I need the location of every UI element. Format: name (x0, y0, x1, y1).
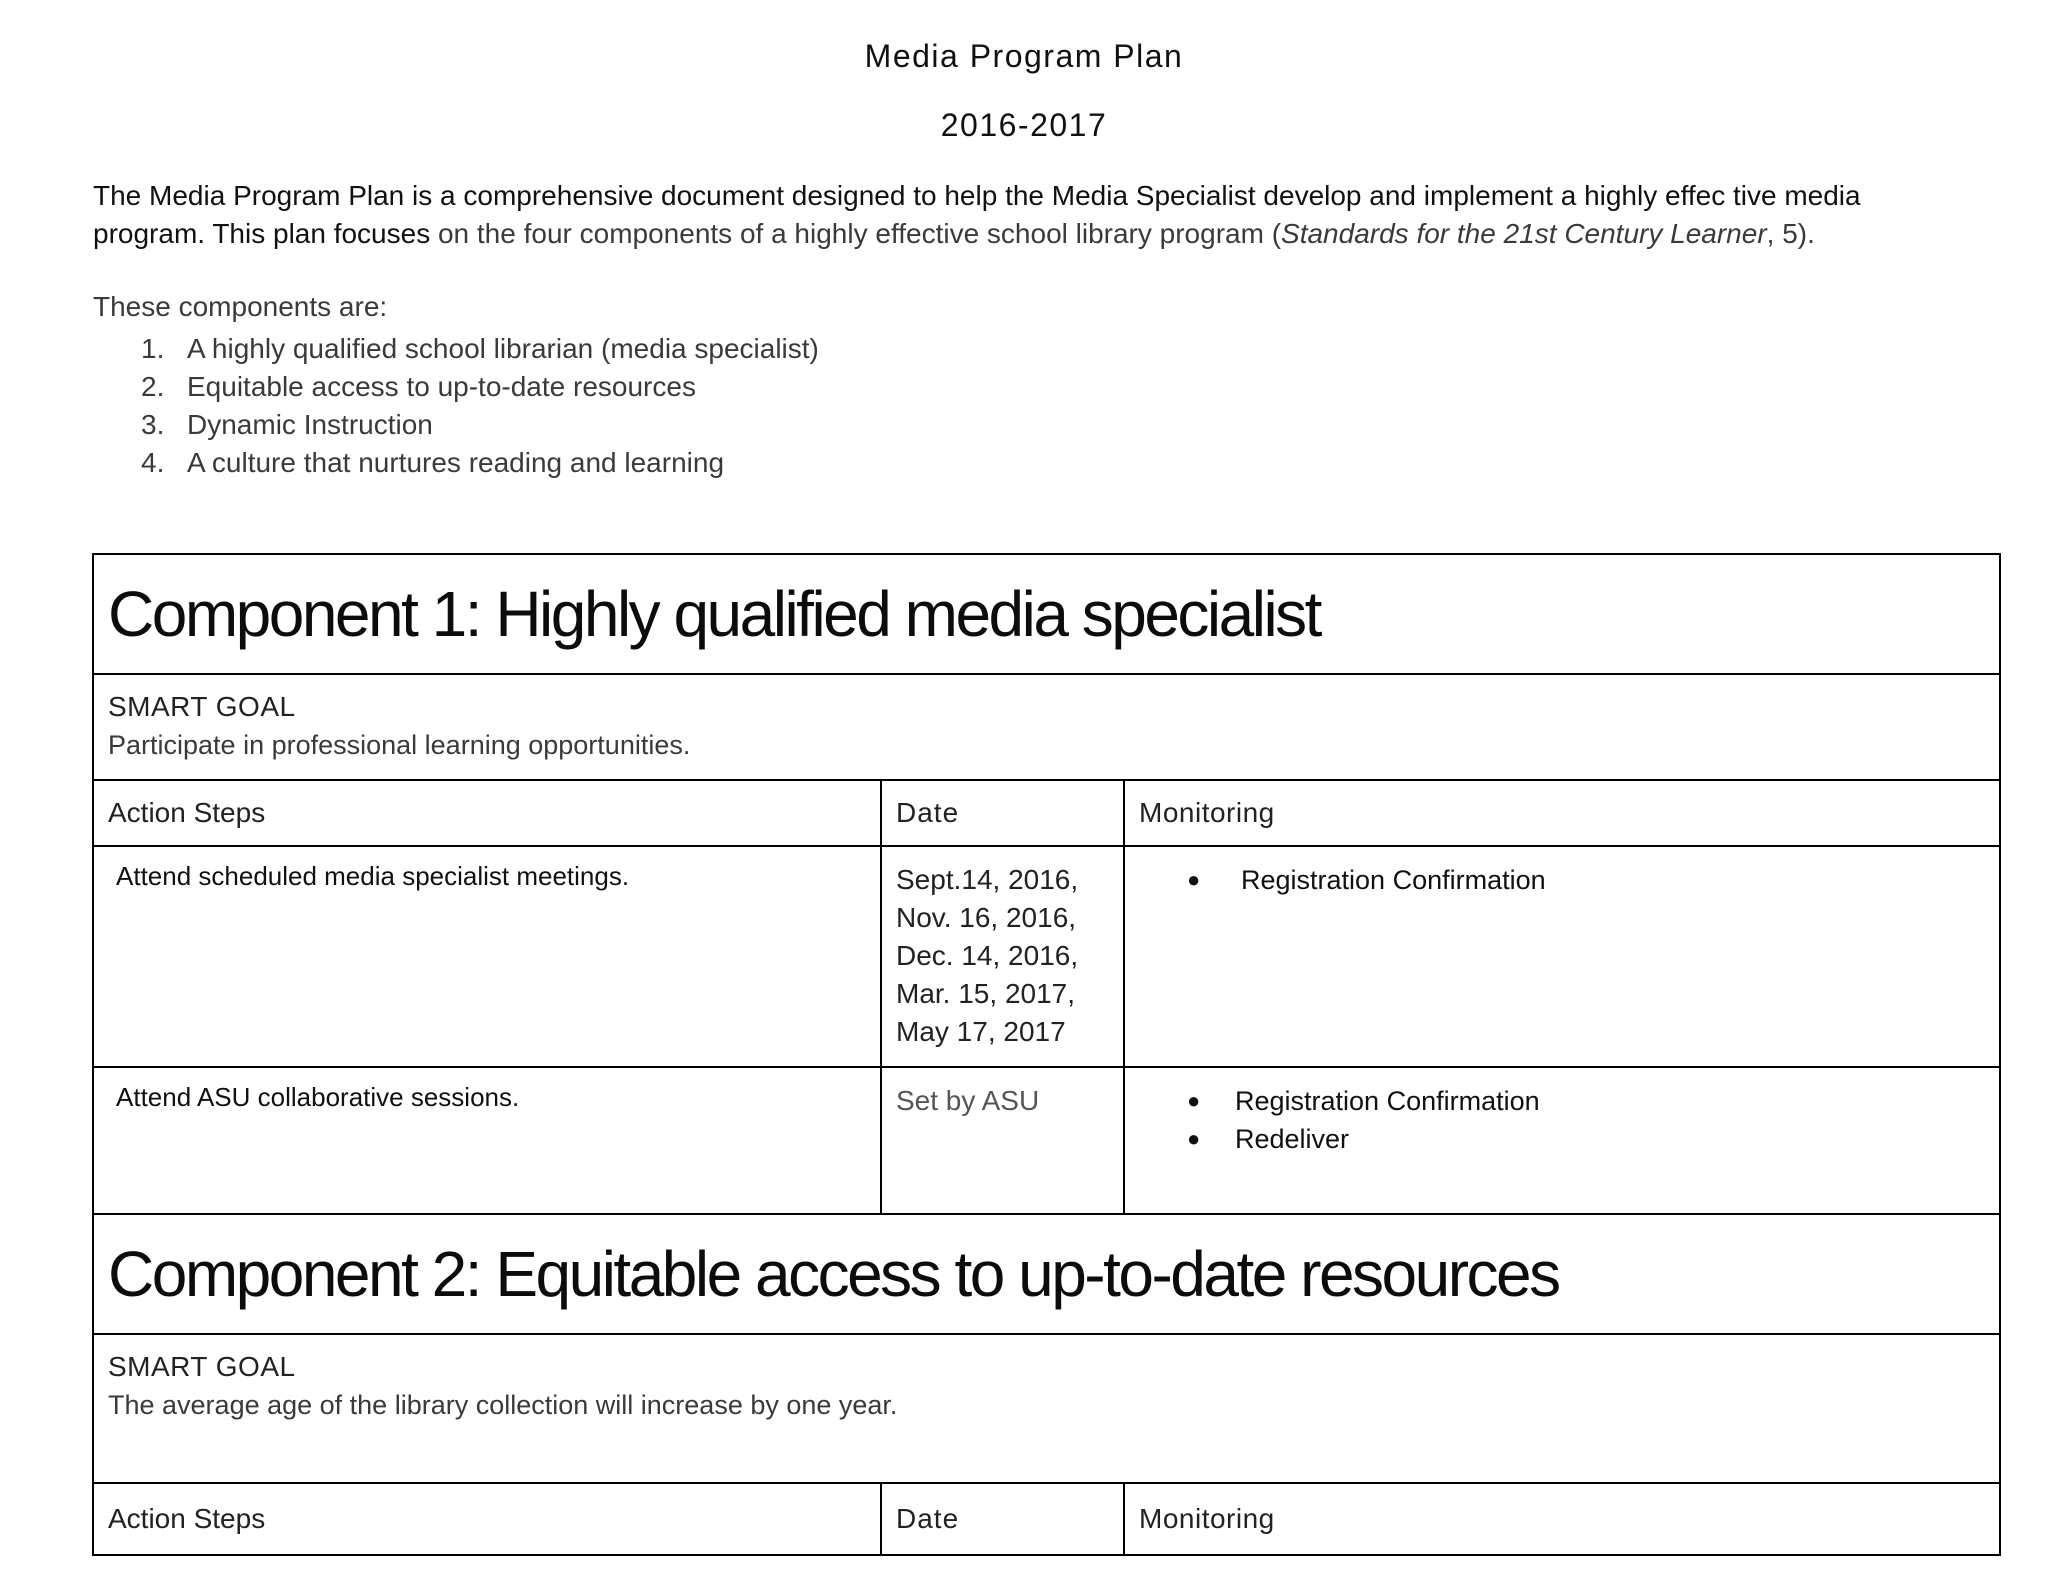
table-row (93, 846, 2000, 1067)
component-1-heading: Component 1: Highly qualified media specialist (93, 554, 2000, 674)
bullet-icon: ● (1187, 867, 1201, 892)
date-line: Mar. 15, 2017, (896, 978, 1076, 1009)
smart-goal-label: SMART GOAL (108, 1351, 296, 1382)
list-item (1139, 1082, 1985, 1120)
list-text: A highly qualified school librarian (media specialist) (187, 333, 819, 364)
intro-sentence-2: on the four components of a highly effective school library program ( (430, 218, 1282, 249)
action-step-cell: Attend ASU collaborative sessions. (93, 1067, 881, 1214)
column-header-date: Date (881, 1483, 1124, 1555)
page-title: Media Program Plan (864, 38, 1184, 74)
column-header-monitoring: Monitoring (1124, 780, 2000, 846)
component-2-goal-cell (93, 1334, 2000, 1483)
intro-citation-title: Standards for the 21st Century Learner (1281, 218, 1767, 249)
date-line: Sept.14, 2016, (896, 864, 1079, 895)
page-year: 2016-2017 (940, 107, 1108, 143)
column-header-action-steps: Action Steps (93, 780, 881, 846)
bullet-icon: ● (1187, 1126, 1201, 1151)
component-2-header-row (93, 1483, 2000, 1555)
smart-goal-label: SMART GOAL (108, 691, 296, 722)
component-1-heading-row (93, 554, 2000, 674)
list-item (93, 406, 819, 444)
monitoring-text: Registration Confirmation (1235, 1086, 1540, 1116)
list-text: Dynamic Instruction (187, 409, 433, 440)
table-row (93, 1067, 2000, 1214)
action-step-cell: Attend scheduled media specialist meetings. (93, 846, 881, 1067)
monitoring-list (1139, 1082, 1985, 1158)
list-number: 1. (141, 333, 165, 364)
plan-table (92, 553, 2001, 1556)
column-header-action-steps: Action Steps (93, 1483, 881, 1555)
components-list (93, 330, 819, 482)
column-header-date: Date (881, 780, 1124, 846)
monitoring-cell (1124, 1067, 2000, 1214)
component-1-goal-row (93, 674, 2000, 780)
date-cell (881, 846, 1124, 1067)
list-item (1139, 861, 1985, 899)
intro-sentence-2-end: , 5). (1766, 218, 1815, 249)
smart-goal-text: The average age of the library collection will increase by one year. (108, 1390, 898, 1420)
monitoring-text: Registration Confirmation (1241, 865, 1546, 895)
intro-sentence-1: The Media Program Plan is a comprehensive document designed to help the Media Specialist develop and implement a highly effec tive media program. This plan focuses (93, 180, 1861, 249)
list-number: 4. (141, 447, 165, 478)
date-line: Set by ASU (896, 1085, 1040, 1116)
monitoring-list (1139, 861, 1985, 899)
monitoring-cell (1124, 846, 2000, 1067)
bullet-icon: ● (1187, 1088, 1201, 1113)
list-number: 3. (141, 409, 165, 440)
intro-paragraph (93, 177, 1973, 253)
list-item (93, 444, 819, 482)
component-2-heading: Component 2: Equitable access to up-to-date resources (93, 1214, 2000, 1334)
component-1-goal-cell (93, 674, 2000, 780)
date-line: May 17, 2017 (896, 1016, 1066, 1047)
date-line: Nov. 16, 2016, (896, 902, 1077, 933)
list-item (93, 330, 819, 368)
component-1-header-row (93, 780, 2000, 846)
date-cell (881, 1067, 1124, 1214)
list-item (1139, 1120, 1985, 1158)
monitoring-text: Redeliver (1235, 1124, 1350, 1154)
list-item (93, 368, 819, 406)
component-2-heading-row (93, 1214, 2000, 1334)
components-lead: These components are: (93, 291, 388, 322)
list-text: A culture that nurtures reading and learning (187, 447, 725, 478)
column-header-monitoring: Monitoring (1124, 1483, 2000, 1555)
list-number: 2. (141, 371, 165, 402)
component-2-goal-row (93, 1334, 2000, 1483)
smart-goal-text: Participate in professional learning opportunities. (108, 730, 691, 760)
date-line: Dec. 14, 2016, (896, 940, 1079, 971)
list-text: Equitable access to up-to-date resources (187, 371, 696, 402)
